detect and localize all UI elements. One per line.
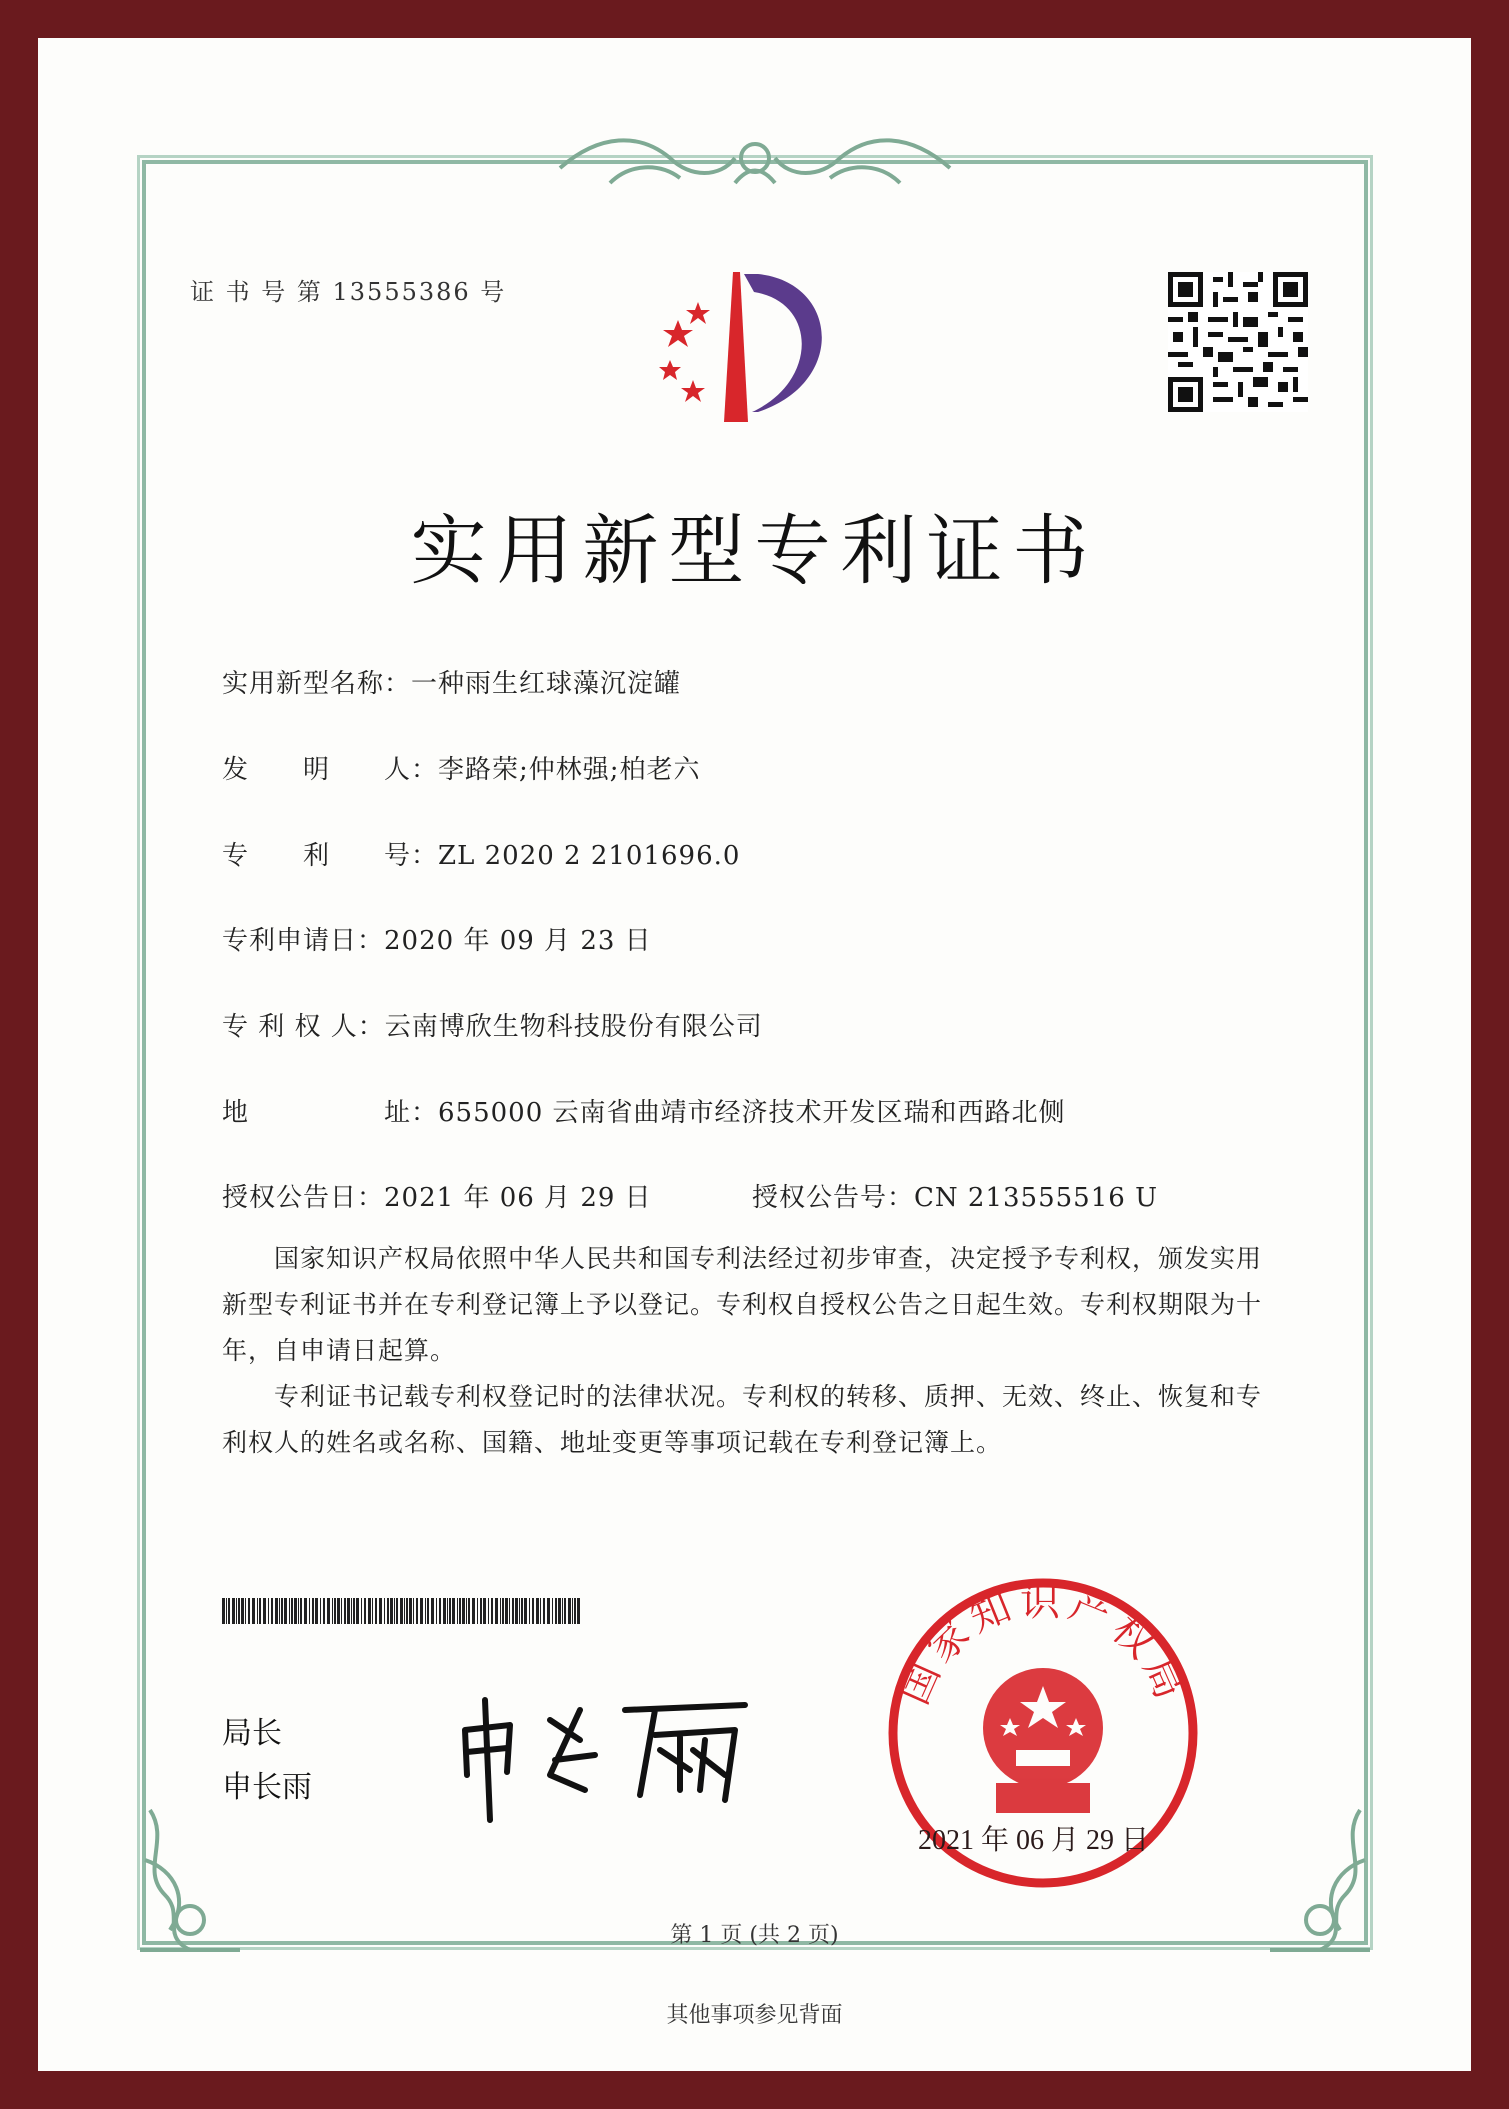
cnipa-logo-icon bbox=[648, 262, 858, 432]
field-value: 云南博欣生物科技股份有限公司 bbox=[384, 1012, 763, 1042]
field-inventors bbox=[222, 749, 701, 786]
page-number: 第 1 页 (共 2 页) bbox=[670, 1923, 839, 1948]
certificate-number: 证 书 号 第 13555386 号 bbox=[190, 278, 507, 306]
field-label: 地 址： bbox=[222, 1098, 439, 1128]
statement-paragraph: 国家知识产权局依照中华人民共和国专利法经过初步审查，决定授予专利权，颁发实用新型专利证书并在专利登记簿上予以登记。专利权自授权公告之日起生效。专利权期限为十年，自申请日起算。 bbox=[222, 1244, 1263, 1365]
certificate-statement bbox=[222, 1236, 1282, 1466]
field-label: 专 利 号： bbox=[222, 841, 439, 871]
field-label: 专利申请日： bbox=[222, 926, 385, 956]
field-value: 2021 年 06 月 29 日 bbox=[384, 1183, 652, 1213]
field-patentee bbox=[222, 1006, 763, 1043]
back-note: 其他事项参见背面 bbox=[666, 2003, 843, 2028]
field-patent-number bbox=[222, 835, 740, 872]
field-value: 李路荣;仲林强;柏老六 bbox=[438, 755, 701, 785]
field-label: 授权公告日： bbox=[222, 1183, 385, 1213]
field-label: 授权公告号： bbox=[752, 1183, 915, 1213]
field-value: ZL 2020 2 2101696.0 bbox=[438, 841, 741, 871]
field-address bbox=[222, 1092, 1066, 1129]
field-label: 发 明 人： bbox=[222, 755, 439, 785]
field-grant-date bbox=[222, 1177, 652, 1214]
field-utility-model-name bbox=[222, 663, 681, 700]
barcode-icon bbox=[222, 1598, 582, 1624]
seal-text: 国家知识产权局 bbox=[891, 1579, 1195, 1712]
director-signature bbox=[455, 1680, 755, 1830]
field-value: 2020 年 09 月 23 日 bbox=[384, 926, 652, 956]
field-value: 655000 云南省曲靖市经济技术开发区瑞和西路北侧 bbox=[438, 1098, 1066, 1128]
field-value: CN 213555516 U bbox=[914, 1183, 1158, 1213]
director-name: 申长雨 bbox=[222, 1770, 312, 1805]
top-ornament bbox=[550, 128, 960, 198]
field-value: 一种雨生红球藻沉淀罐 bbox=[411, 669, 682, 699]
field-grant-number bbox=[752, 1177, 1158, 1214]
statement-paragraph: 专利证书记载专利权登记时的法律状况。专利权的转移、质押、无效、终止、恢复和专利权人的姓名或名称、国籍、地址变更等事项记载在专利登记簿上。 bbox=[222, 1382, 1263, 1457]
field-label: 专 利 权 人： bbox=[222, 1012, 385, 1042]
field-label: 实用新型名称： bbox=[222, 669, 412, 699]
certificate-title: 实用新型专利证书 bbox=[410, 506, 1099, 595]
field-application-date bbox=[222, 920, 652, 957]
seal-date: 2021 年 06 月 29 日 bbox=[918, 1825, 1150, 1856]
qr-code-icon bbox=[1168, 272, 1308, 412]
director-title: 局长 bbox=[222, 1716, 282, 1751]
